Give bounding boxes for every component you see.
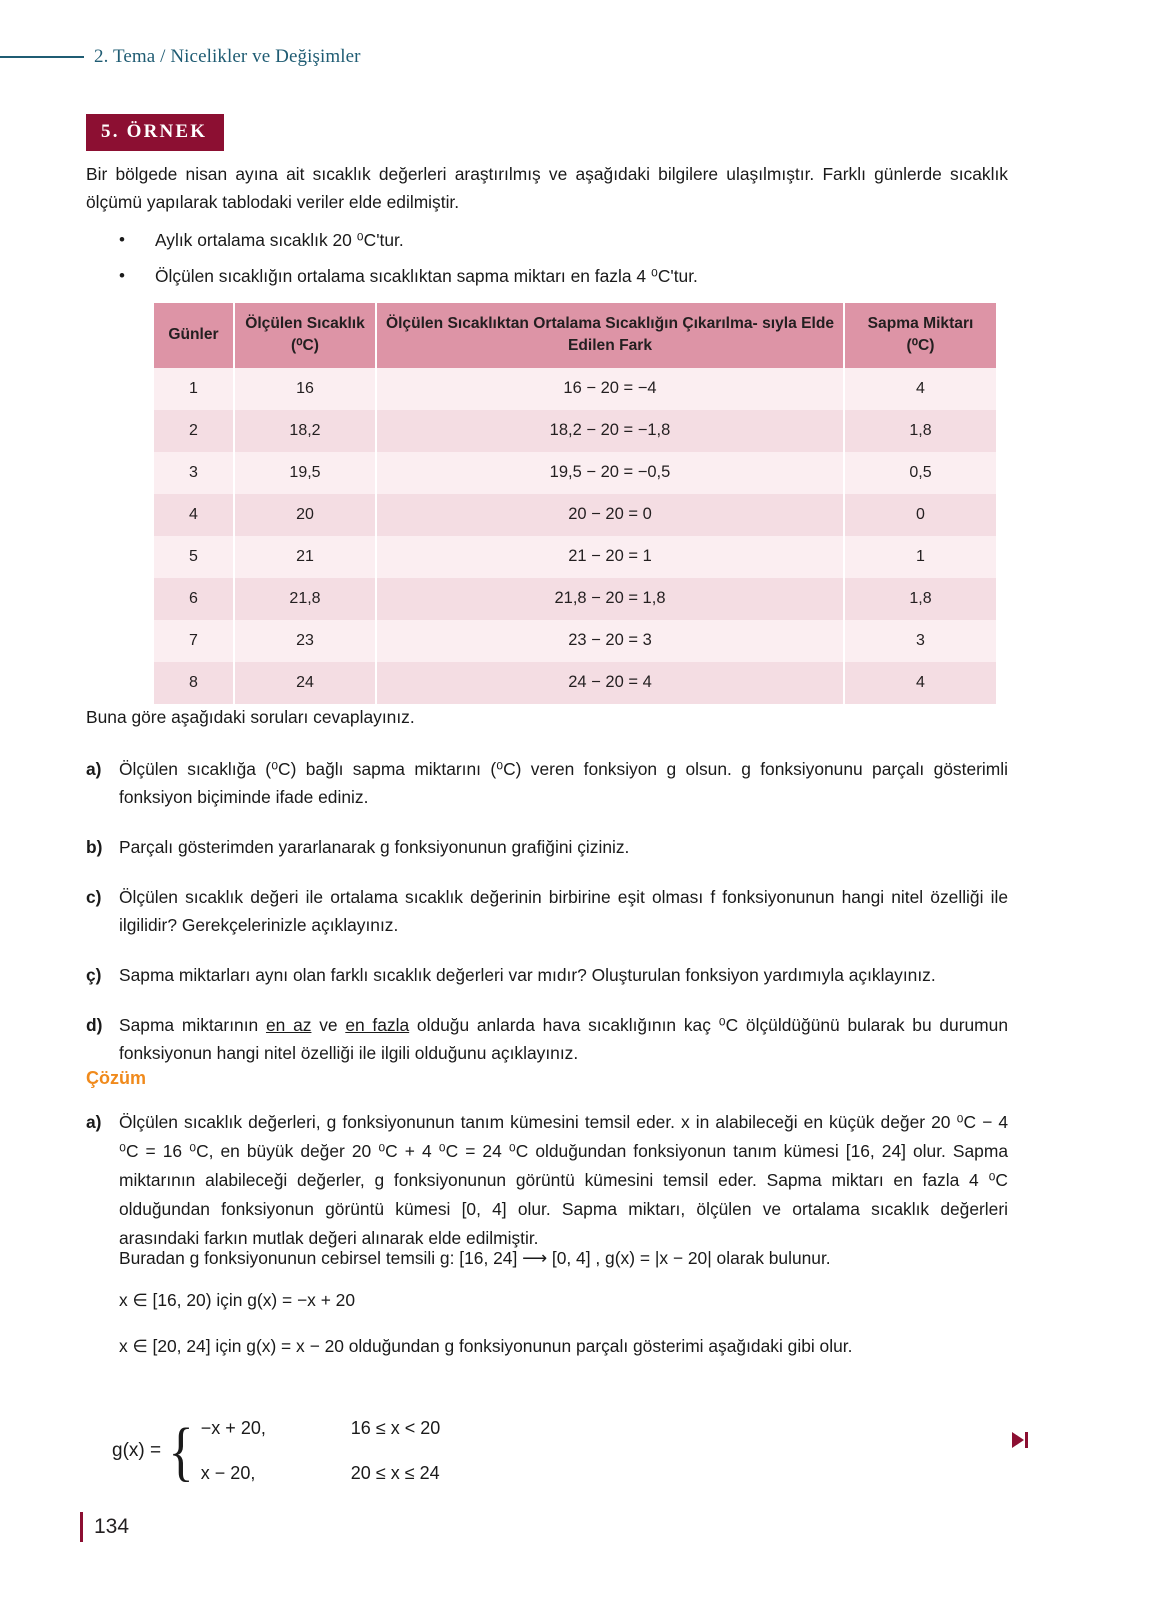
question-item-a (86, 755, 1008, 811)
question-mark: b) (86, 837, 103, 857)
cell-fark: 16 − 20 = −4 (376, 368, 844, 410)
example-badge: 5. ÖRNEK (86, 114, 224, 151)
cell-sapma: 1,8 (844, 578, 996, 620)
bullet-dot-icon: • (119, 230, 125, 249)
temperature-table-wrapper (154, 303, 996, 704)
cell-olculen: 24 (234, 662, 376, 704)
question-d-underline-en-fazla: en fazla (345, 1015, 410, 1035)
cell-sapma: 3 (844, 620, 996, 662)
cell-olculen: 16 (234, 368, 376, 410)
cell-olculen: 20 (234, 494, 376, 536)
running-head (0, 44, 1000, 70)
piecewise-condition: 16 ≤ x < 20 (350, 1418, 441, 1438)
piecewise-rows (201, 1418, 440, 1484)
cell-gun: 8 (154, 662, 234, 704)
solution-line-buradan-wrapper (119, 1240, 1008, 1273)
question-item-b (86, 833, 1008, 861)
question-d-mid: ve (311, 1015, 346, 1035)
question-item-c (86, 883, 1008, 939)
column-header-olculen-sicaklik: Ölçülen Sıcaklık (⁰C) (234, 303, 376, 368)
solution-mark: a) (86, 1112, 102, 1132)
triangle-right-icon (1012, 1432, 1024, 1448)
piecewise-row (201, 1463, 440, 1484)
question-item-c-cedilla (86, 961, 1008, 989)
cell-sapma: 1 (844, 536, 996, 578)
solution-paragraph: Ölçülen sıcaklık değerleri, g fonksiyonunun tanım kümesini temsil eder. x in alabileceği en küçük değer 20 ⁰C − 4 ⁰C = 16 ⁰C, en büyük değer 20 ⁰C + 4 ⁰C = 24 ⁰C olduğundan fonksiyonun tanım kümesi [16, 24] olur. Sapma miktarının alabileceği değerler, g fonksiyonunun görüntü kümesini temsil eder. Sapma miktarı en fazla 4 ⁰C olduğundan fonksiyonun görüntü kümesi [0, 4] olur. Sapma miktarı, ölçülen ve ortalama sıcaklık değerleri arasındaki farkın mutlak değeri alınarak elde edilmiştir. (119, 1112, 1008, 1248)
table-row (154, 578, 996, 620)
piecewise-lhs: g(x) = (112, 1440, 162, 1461)
end-bar-icon (1025, 1432, 1028, 1448)
cell-fark: 19,5 − 20 = −0,5 (376, 452, 844, 494)
cell-sapma: 0 (844, 494, 996, 536)
column-header-sapma-miktari: Sapma Miktarı (⁰C) (844, 303, 996, 368)
cell-sapma: 4 (844, 368, 996, 410)
cell-olculen: 23 (234, 620, 376, 662)
questions-lead (86, 703, 1008, 731)
solution-line-x1-wrapper (119, 1282, 1008, 1315)
solution-line-x2-wrapper (119, 1328, 1008, 1361)
solution-line-x-interval-1: x ∈ [16, 20) için g(x) = −x + 20 (119, 1290, 356, 1310)
cell-olculen: 21 (234, 536, 376, 578)
piecewise-function: g(x) = { −x + 20, 16 ≤ x < 20 x − 20, 20 ≤ x ≤ 24 (112, 1415, 441, 1488)
example-intro (86, 160, 1008, 216)
piecewise-row (201, 1418, 440, 1439)
question-text: Ölçülen sıcaklığa (⁰C) bağlı sapma miktarını (⁰C) veren fonksiyon g olsun. g fonksiyonunu parçalı gösterimli fonksiyon biçiminde ifade ediniz. (119, 759, 1008, 807)
cell-gun: 2 (154, 410, 234, 452)
folio-accent-bar (80, 1512, 83, 1542)
bullet-dot-icon: • (119, 266, 125, 285)
cell-fark: 24 − 20 = 4 (376, 662, 844, 704)
bullet-text: Ölçülen sıcaklığın ortalama sıcaklıktan sapma miktarı en fazla 4 ⁰C'tur. (155, 266, 698, 286)
solution-title: Çözüm (86, 1068, 146, 1088)
cell-olculen: 21,8 (234, 578, 376, 620)
question-mark: ç) (86, 965, 102, 985)
cell-gun: 3 (154, 452, 234, 494)
cell-olculen: 18,2 (234, 410, 376, 452)
cell-fark: 23 − 20 = 3 (376, 620, 844, 662)
question-text: Sapma miktarları aynı olan farklı sıcaklık değerleri var mıdır? Oluşturulan fonksiyon yardımıyla açıklayınız. (119, 965, 936, 985)
question-d-underline-en-az: en az (265, 1015, 312, 1035)
bullet-text: Aylık ortalama sıcaklık 20 ⁰C'tur. (155, 230, 404, 250)
question-mark: a) (86, 759, 102, 779)
cell-gun: 6 (154, 578, 234, 620)
cell-olculen: 19,5 (234, 452, 376, 494)
continue-next-page-icon (1012, 1432, 1028, 1448)
solution-block (86, 1108, 1008, 1253)
question-mark: d) (86, 1015, 103, 1035)
solution-line-x-interval-2: x ∈ [20, 24] için g(x) = x − 20 olduğundan g fonksiyonunun parçalı gösterimi aşağıdaki gibi olur. (119, 1336, 853, 1356)
page-number: 134 (94, 1515, 130, 1538)
solution-item-a (86, 1108, 1008, 1253)
table-row (154, 620, 996, 662)
table-body (154, 368, 996, 704)
table-row (154, 494, 996, 536)
questions-list (86, 755, 1008, 1089)
running-head-text: 2. Tema / Nicelikler ve Değişimler (94, 46, 361, 67)
cell-fark: 21 − 20 = 1 (376, 536, 844, 578)
cell-gun: 5 (154, 536, 234, 578)
table-row (154, 536, 996, 578)
list-item (115, 262, 1005, 290)
list-item (115, 226, 1005, 254)
table-row (154, 452, 996, 494)
table-row (154, 368, 996, 410)
column-header-fark: Ölçülen Sıcaklıktan Ortalama Sıcaklığın Çıkarılma- sıyla Elde Edilen Fark (376, 303, 844, 368)
running-head-rule (0, 56, 84, 58)
cell-sapma: 0,5 (844, 452, 996, 494)
cell-sapma: 4 (844, 662, 996, 704)
question-text: Parçalı gösterimden yararlanarak g fonksiyonunun grafiğini çiziniz. (119, 837, 630, 857)
question-d-post: olduğu anlarda hava sıcaklığının kaç ⁰C ölçüldüğünü bularak bu durumun fonksiyonun hangi nitel özelliği ile ilgili olduğunu açıklayınız. (119, 1015, 1009, 1063)
piecewise-expression: x − 20, (200, 1463, 256, 1483)
table-row (154, 662, 996, 704)
example-intro-text: Bir bölgede nisan ayına ait sıcaklık değerleri araştırılmış ve aşağıdaki bilgilere ulaşılmıştır. Farklı günlerde sıcaklık ölçümü yapılarak tablodaki veriler elde edilmiştir. (86, 164, 1008, 212)
cell-gun: 4 (154, 494, 234, 536)
cell-gun: 1 (154, 368, 234, 410)
table-row (154, 410, 996, 452)
page-footer (80, 1512, 129, 1542)
cell-fark: 18,2 − 20 = −1,8 (376, 410, 844, 452)
cell-gun: 7 (154, 620, 234, 662)
piecewise-condition: 20 ≤ x ≤ 24 (350, 1463, 440, 1483)
piecewise-expression: −x + 20, (200, 1418, 266, 1438)
questions-lead-text: Buna göre aşağıdaki soruları cevaplayınız. (86, 707, 415, 727)
question-text (119, 1011, 1008, 1067)
example-bullet-list (115, 226, 1005, 298)
cell-sapma: 1,8 (844, 410, 996, 452)
question-mark: c) (86, 887, 102, 907)
temperature-table (154, 303, 996, 704)
question-d-pre: Sapma miktarının (119, 1015, 266, 1035)
cell-fark: 21,8 − 20 = 1,8 (376, 578, 844, 620)
solution-line-buradan: Buradan g fonksiyonunun cebirsel temsili g: [16, 24] ⟶ [0, 4] , g(x) = |x − 20| olarak bulunur. (119, 1248, 831, 1268)
column-header-gunler: Günler (154, 303, 234, 368)
table-header-row (154, 303, 996, 368)
question-text: Ölçülen sıcaklık değeri ile ortalama sıcaklık değerinin birbirine eşit olması f fonksiyonunun hangi nitel özelliği ile ilgilidir? Gerekçelerinizle açıklayınız. (119, 887, 1008, 935)
question-item-d (86, 1011, 1008, 1067)
cell-fark: 20 − 20 = 0 (376, 494, 844, 536)
